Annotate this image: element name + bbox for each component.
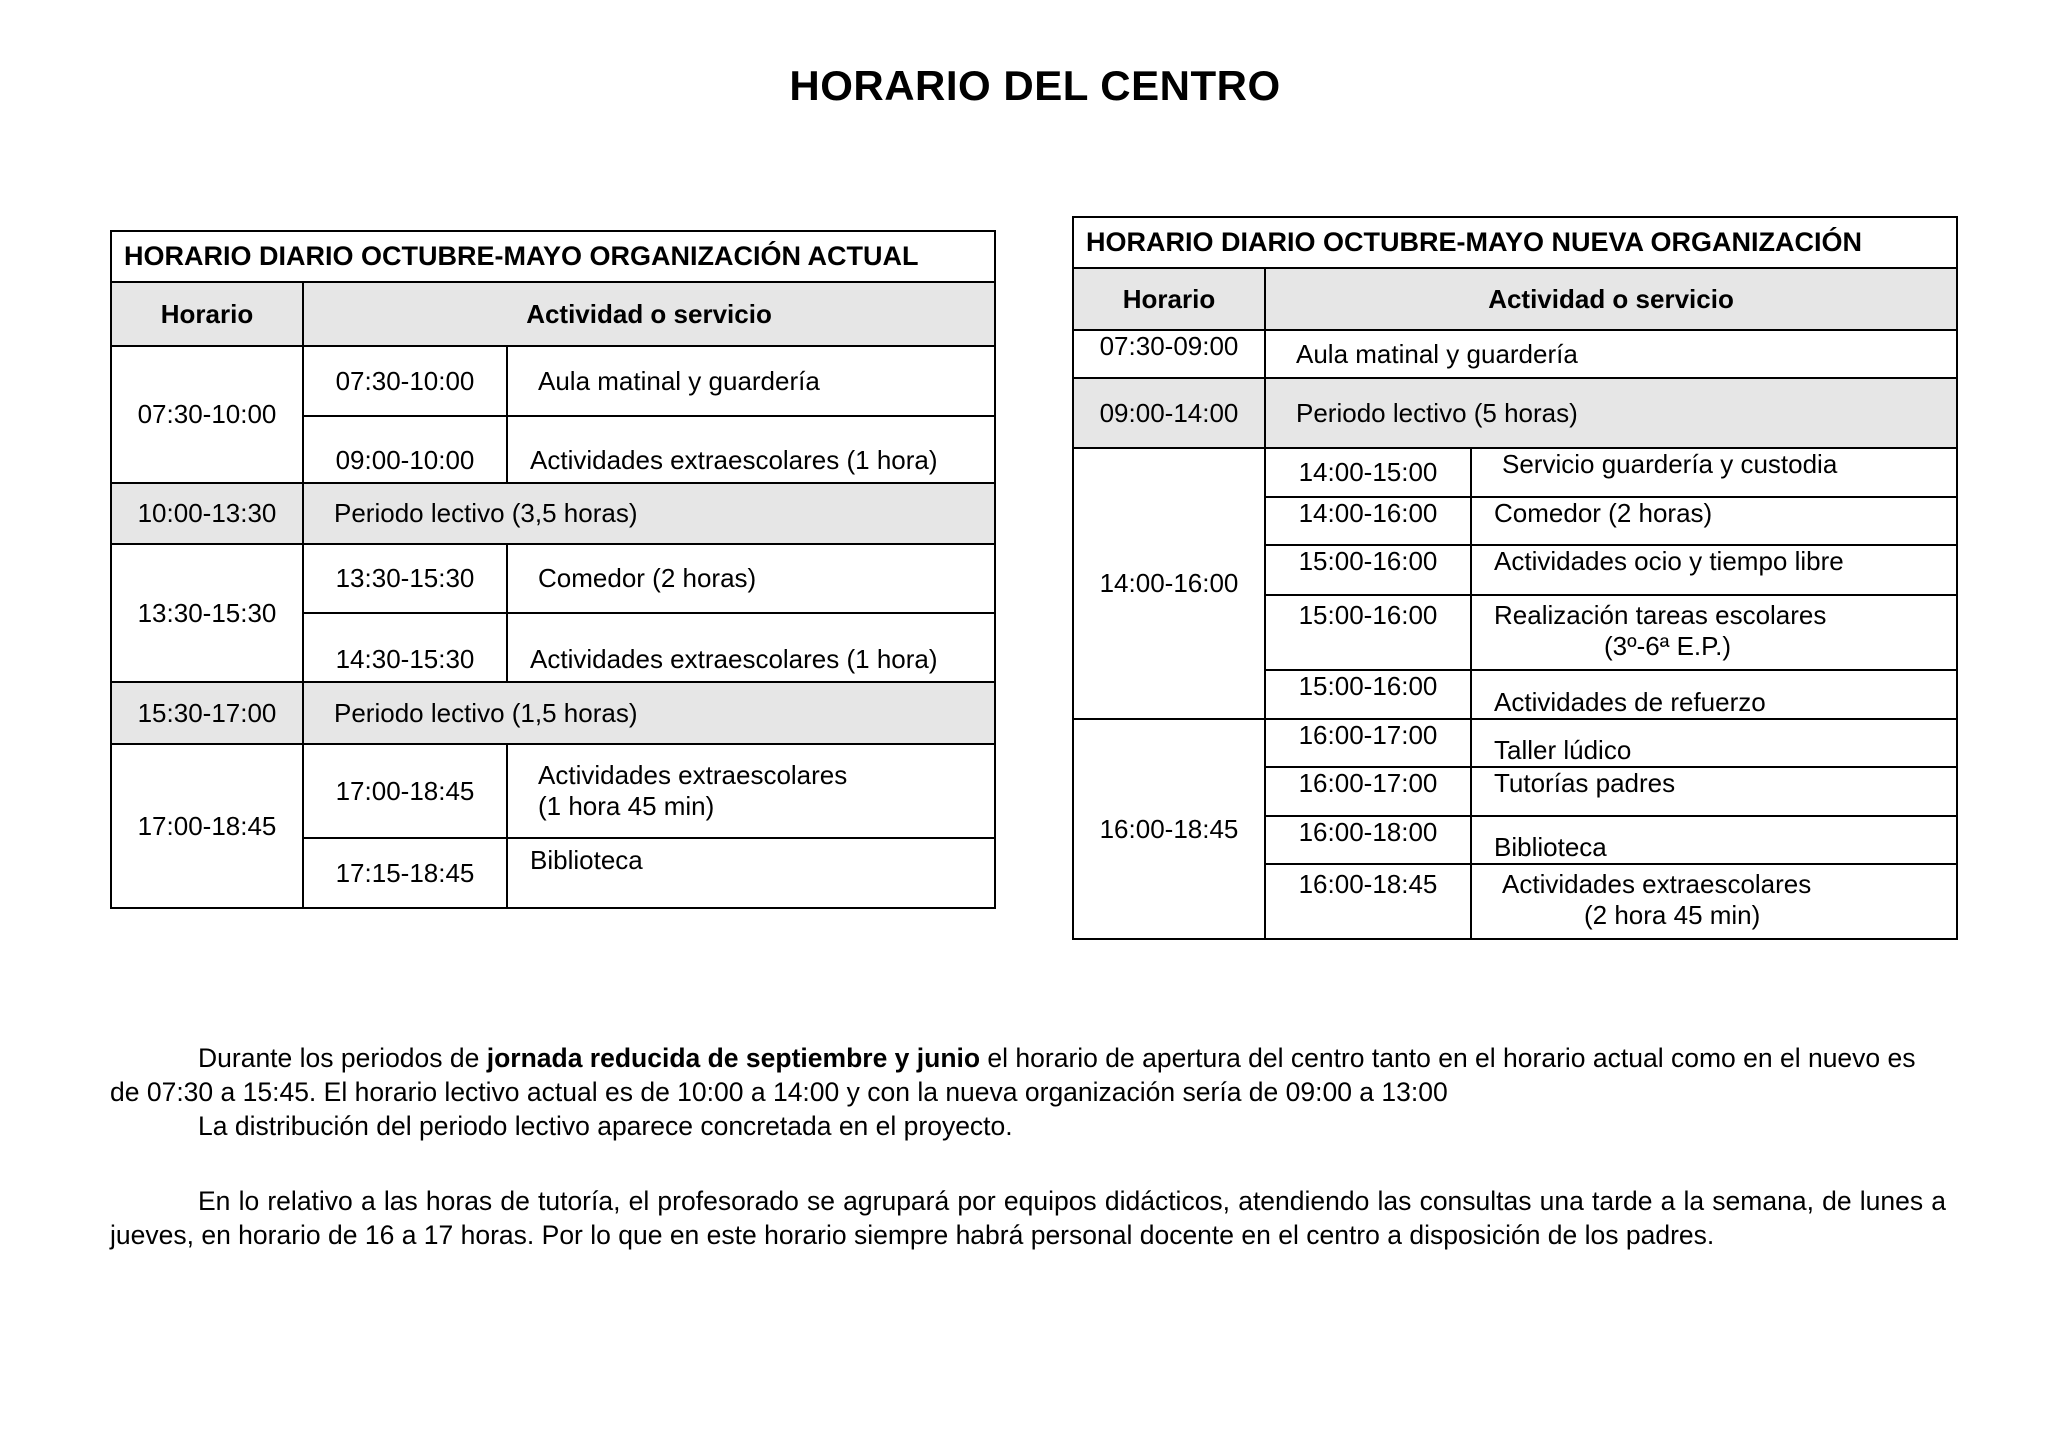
row-time: 07:30-09:00: [1073, 330, 1265, 378]
row-activity: Periodo lectivo (1,5 horas): [303, 682, 995, 744]
activity-line: (2 hora 45 min): [1584, 900, 1761, 930]
row-time: 17:15-18:45: [303, 838, 507, 908]
row-time: 14:00-15:00: [1265, 448, 1471, 497]
block-time: 15:30-17:00: [111, 682, 303, 744]
paragraph-tutorias: [110, 1184, 1946, 1252]
row-activity: Comedor (2 horas): [1471, 497, 1957, 545]
column-header-actividad: Actividad o servicio: [303, 282, 995, 346]
table-title: HORARIO DIARIO OCTUBRE-MAYO ORGANIZACIÓN ACTUAL: [111, 231, 995, 282]
paragraph-text: La distribución del periodo lectivo aparece concretada en el proyecto.: [198, 1111, 1013, 1141]
column-header-horario: Horario: [111, 282, 303, 346]
row-time: 16:00-17:00: [1265, 719, 1471, 767]
row-activity: [1471, 864, 1957, 939]
paragraph-text: el horario de apertura del centro tanto en el horario actual como en el nuevo es de 07:30 a 15:45. El horario lectivo actual es de 10:00 a 14:00 y con la nueva organización sería de 09:00 a 13:00: [110, 1043, 1916, 1107]
page-title: HORARIO DEL CENTRO: [789, 62, 1281, 109]
row-time: 09:00-10:00: [303, 416, 507, 483]
paragraph-text: Durante los periodos de: [198, 1043, 487, 1073]
activity-line: (3º-6ª E.P.): [1604, 631, 1732, 661]
table-new-organization: [1072, 216, 1958, 940]
row-time: 07:30-10:00: [303, 346, 507, 416]
block-time: 14:00-16:00: [1073, 448, 1265, 719]
row-activity: Actividades de refuerzo: [1471, 670, 1957, 719]
row-activity: [1471, 595, 1957, 670]
activity-line: (1 hora 45 min): [538, 791, 715, 821]
row-activity: Periodo lectivo (5 horas): [1265, 378, 1957, 448]
column-header-horario: Horario: [1073, 268, 1265, 330]
block-time: 17:00-18:45: [111, 744, 303, 908]
table-title: HORARIO DIARIO OCTUBRE-MAYO NUEVA ORGANIZACIÓN: [1073, 217, 1957, 268]
block-time: 10:00-13:30: [111, 483, 303, 544]
row-activity: Aula matinal y guardería: [507, 346, 995, 416]
row-time: 15:00-16:00: [1265, 545, 1471, 595]
row-activity: [507, 744, 995, 838]
row-activity: Actividades extraescolares (1 hora): [507, 613, 995, 682]
row-time: 17:00-18:45: [303, 744, 507, 838]
paragraph-bold-text: jornada reducida de septiembre y junio: [486, 1043, 981, 1073]
activity-line: Actividades extraescolares: [1502, 869, 1812, 899]
row-time: 13:30-15:30: [303, 544, 507, 613]
row-time: 15:00-16:00: [1265, 670, 1471, 719]
row-activity: Biblioteca: [507, 838, 995, 908]
column-header-actividad: Actividad o servicio: [1265, 268, 1957, 330]
activity-line: Actividades extraescolares: [538, 760, 848, 790]
row-time: 14:30-15:30: [303, 613, 507, 682]
row-time: 16:00-18:00: [1265, 816, 1471, 864]
block-time: 13:30-15:30: [111, 544, 303, 682]
row-activity: Actividades extraescolares (1 hora): [507, 416, 995, 483]
row-activity: Periodo lectivo (3,5 horas): [303, 483, 995, 544]
row-time: 16:00-18:45: [1265, 864, 1471, 939]
row-time: 09:00-14:00: [1073, 378, 1265, 448]
block-time: 07:30-10:00: [111, 346, 303, 483]
row-time: 14:00-16:00: [1265, 497, 1471, 545]
row-activity: Biblioteca: [1471, 816, 1957, 864]
row-activity: Aula matinal y guardería: [1265, 330, 1957, 378]
table-current-organization: [110, 230, 996, 909]
activity-line: Realización tareas escolares: [1494, 600, 1827, 630]
row-activity: Taller lúdico: [1471, 719, 1957, 767]
row-time: 15:00-16:00: [1265, 595, 1471, 670]
block-time: 16:00-18:45: [1073, 719, 1265, 939]
row-time: 16:00-17:00: [1265, 767, 1471, 816]
row-activity: Comedor (2 horas): [507, 544, 995, 613]
row-activity: Actividades ocio y tiempo libre: [1471, 545, 1957, 595]
paragraph-text: En lo relativo a las horas de tutoría, el profesorado se agrupará por equipos didácticos, atendiendo las consultas una tarde a la semana, de lunes a jueves, en horario de 16 a 17 horas. Por lo que en este horario siempre habrá personal docente en el centro a disposición de los padres.: [110, 1186, 1946, 1250]
row-activity: Servicio guardería y custodia: [1471, 448, 1957, 497]
paragraph-jornada-reducida: [110, 1041, 1946, 1143]
row-activity: Tutorías padres: [1471, 767, 1957, 816]
